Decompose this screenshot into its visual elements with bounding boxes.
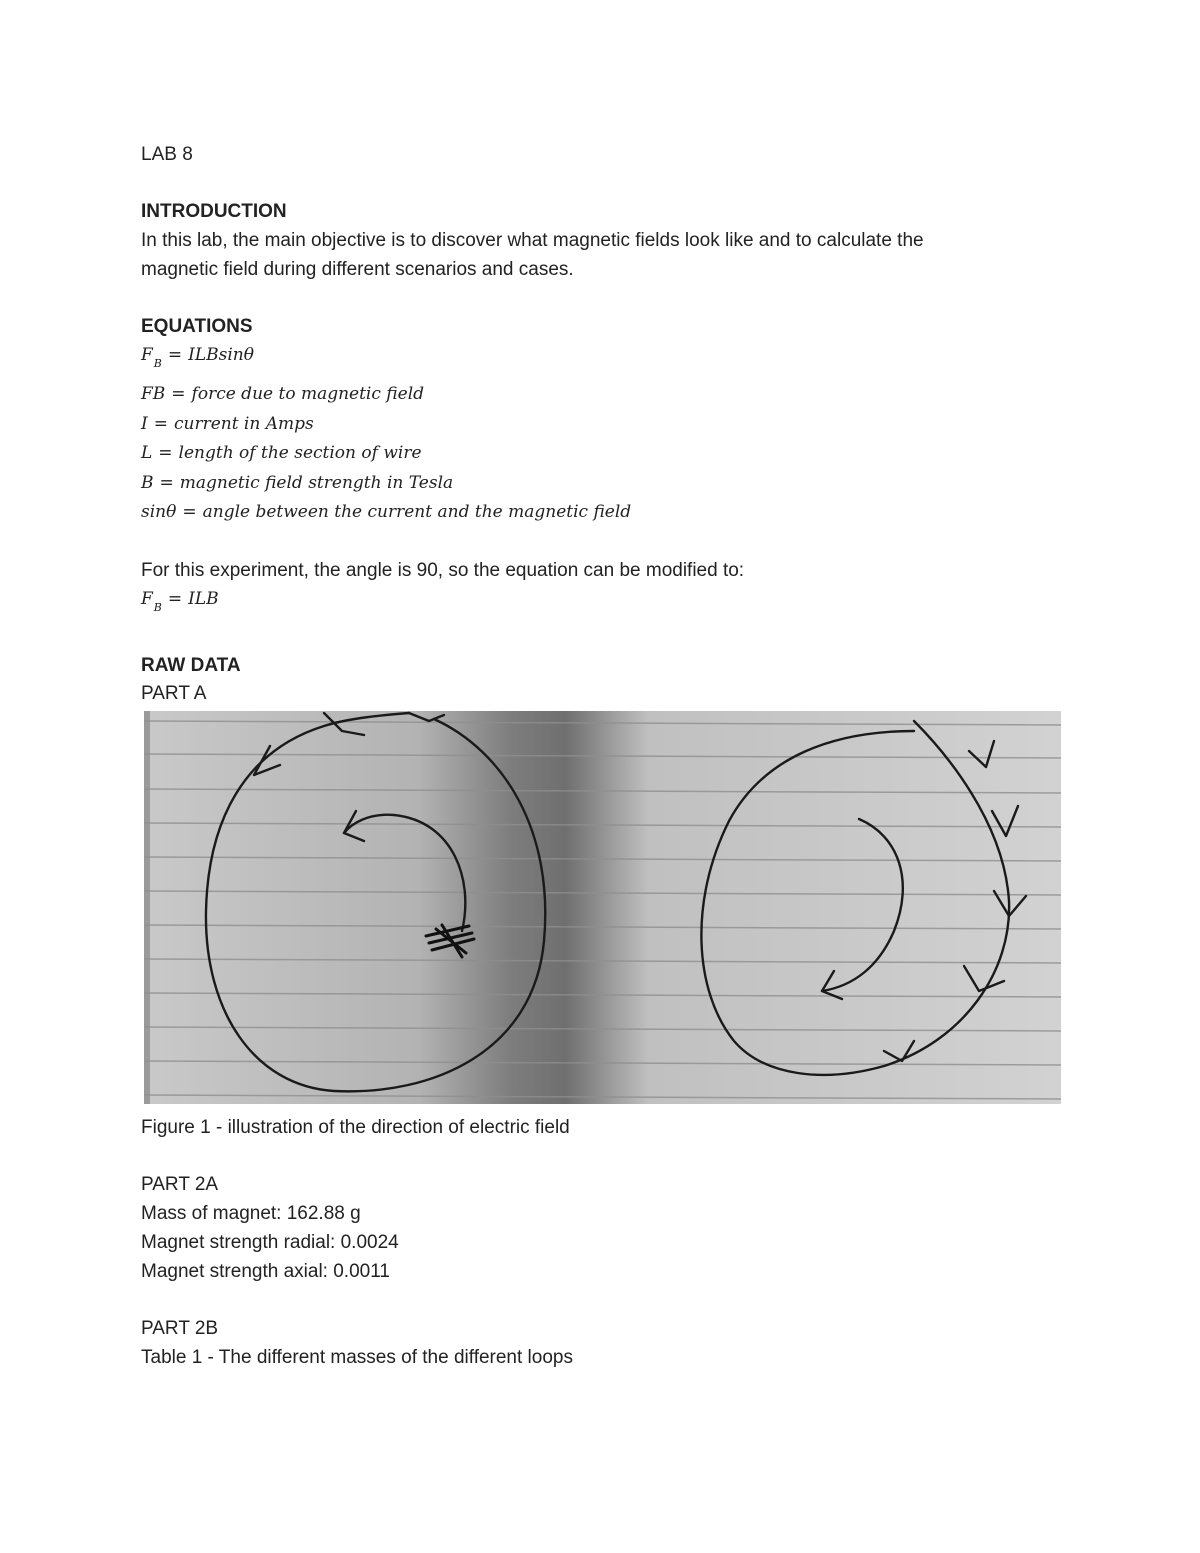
definition-angle [141, 498, 631, 527]
part-a-heading: PART A [141, 683, 207, 704]
definition-operator: = [158, 443, 173, 463]
magnet-strength-radial: Magnet strength radial: 0.0024 [141, 1232, 399, 1253]
figure-1-caption: Figure 1 - illustration of the direction of electric field [141, 1117, 570, 1138]
raw-data-heading: RAW DATA [141, 655, 241, 676]
table-1-caption: Table 1 - The different masses of the different loops [141, 1347, 573, 1368]
introduction-text-line-2: magnetic field during different scenarios and cases. [141, 259, 574, 280]
paper-margin [144, 711, 150, 1104]
definition-symbol: FB [141, 384, 166, 404]
equation-lhs: F [141, 345, 153, 365]
modified-force-equation [141, 585, 219, 615]
equation-subscript: B [153, 601, 162, 614]
definition-symbol: L [141, 443, 153, 463]
definition-symbol: sinθ [141, 502, 177, 522]
part-2a-heading: PART 2A [141, 1174, 219, 1195]
definition-length [141, 439, 422, 468]
definition-meaning: length of the section of wire [178, 443, 422, 463]
part-2b-heading: PART 2B [141, 1318, 219, 1339]
definition-operator: = [159, 473, 174, 493]
definition-current [141, 410, 314, 439]
definition-meaning: force due to magnetic field [191, 384, 425, 404]
definition-meaning: current in Amps [173, 414, 314, 434]
introduction-text-line-1: In this lab, the main objective is to discover what magnetic fields look like and to calculate the [141, 230, 924, 251]
equation-rhs: ILBsinθ [188, 345, 254, 365]
equation-rhs: ILB [188, 589, 219, 609]
sketch-drawing [144, 711, 1061, 1104]
definition-meaning: magnetic field strength in Tesla [179, 473, 454, 493]
equation-subscript: B [153, 357, 162, 370]
equation-operator: = [167, 589, 183, 609]
experiment-angle-note: For this experiment, the angle is 90, so the equation can be modified to: [141, 560, 745, 581]
definition-symbol: I [141, 414, 148, 434]
definition-force [141, 380, 424, 409]
definition-meaning: angle between the current and the magnetic field [202, 502, 632, 522]
definition-operator: = [182, 502, 197, 522]
definition-field [141, 469, 453, 498]
force-equation [141, 341, 254, 371]
magnet-strength-axial: Magnet strength axial: 0.0011 [141, 1261, 390, 1282]
magnetic-field-sketch-photo [144, 711, 1061, 1104]
equation-lhs: F [141, 589, 153, 609]
equation-operator: = [167, 345, 183, 365]
definition-operator: = [153, 414, 168, 434]
introduction-heading: INTRODUCTION [141, 201, 287, 222]
definition-operator: = [171, 384, 186, 404]
magnet-mass: Mass of magnet: 162.88 g [141, 1203, 361, 1224]
paper-background [144, 711, 1061, 1104]
definition-symbol: B [141, 473, 154, 493]
equations-heading: EQUATIONS [141, 316, 253, 337]
document-title: LAB 8 [141, 144, 193, 165]
